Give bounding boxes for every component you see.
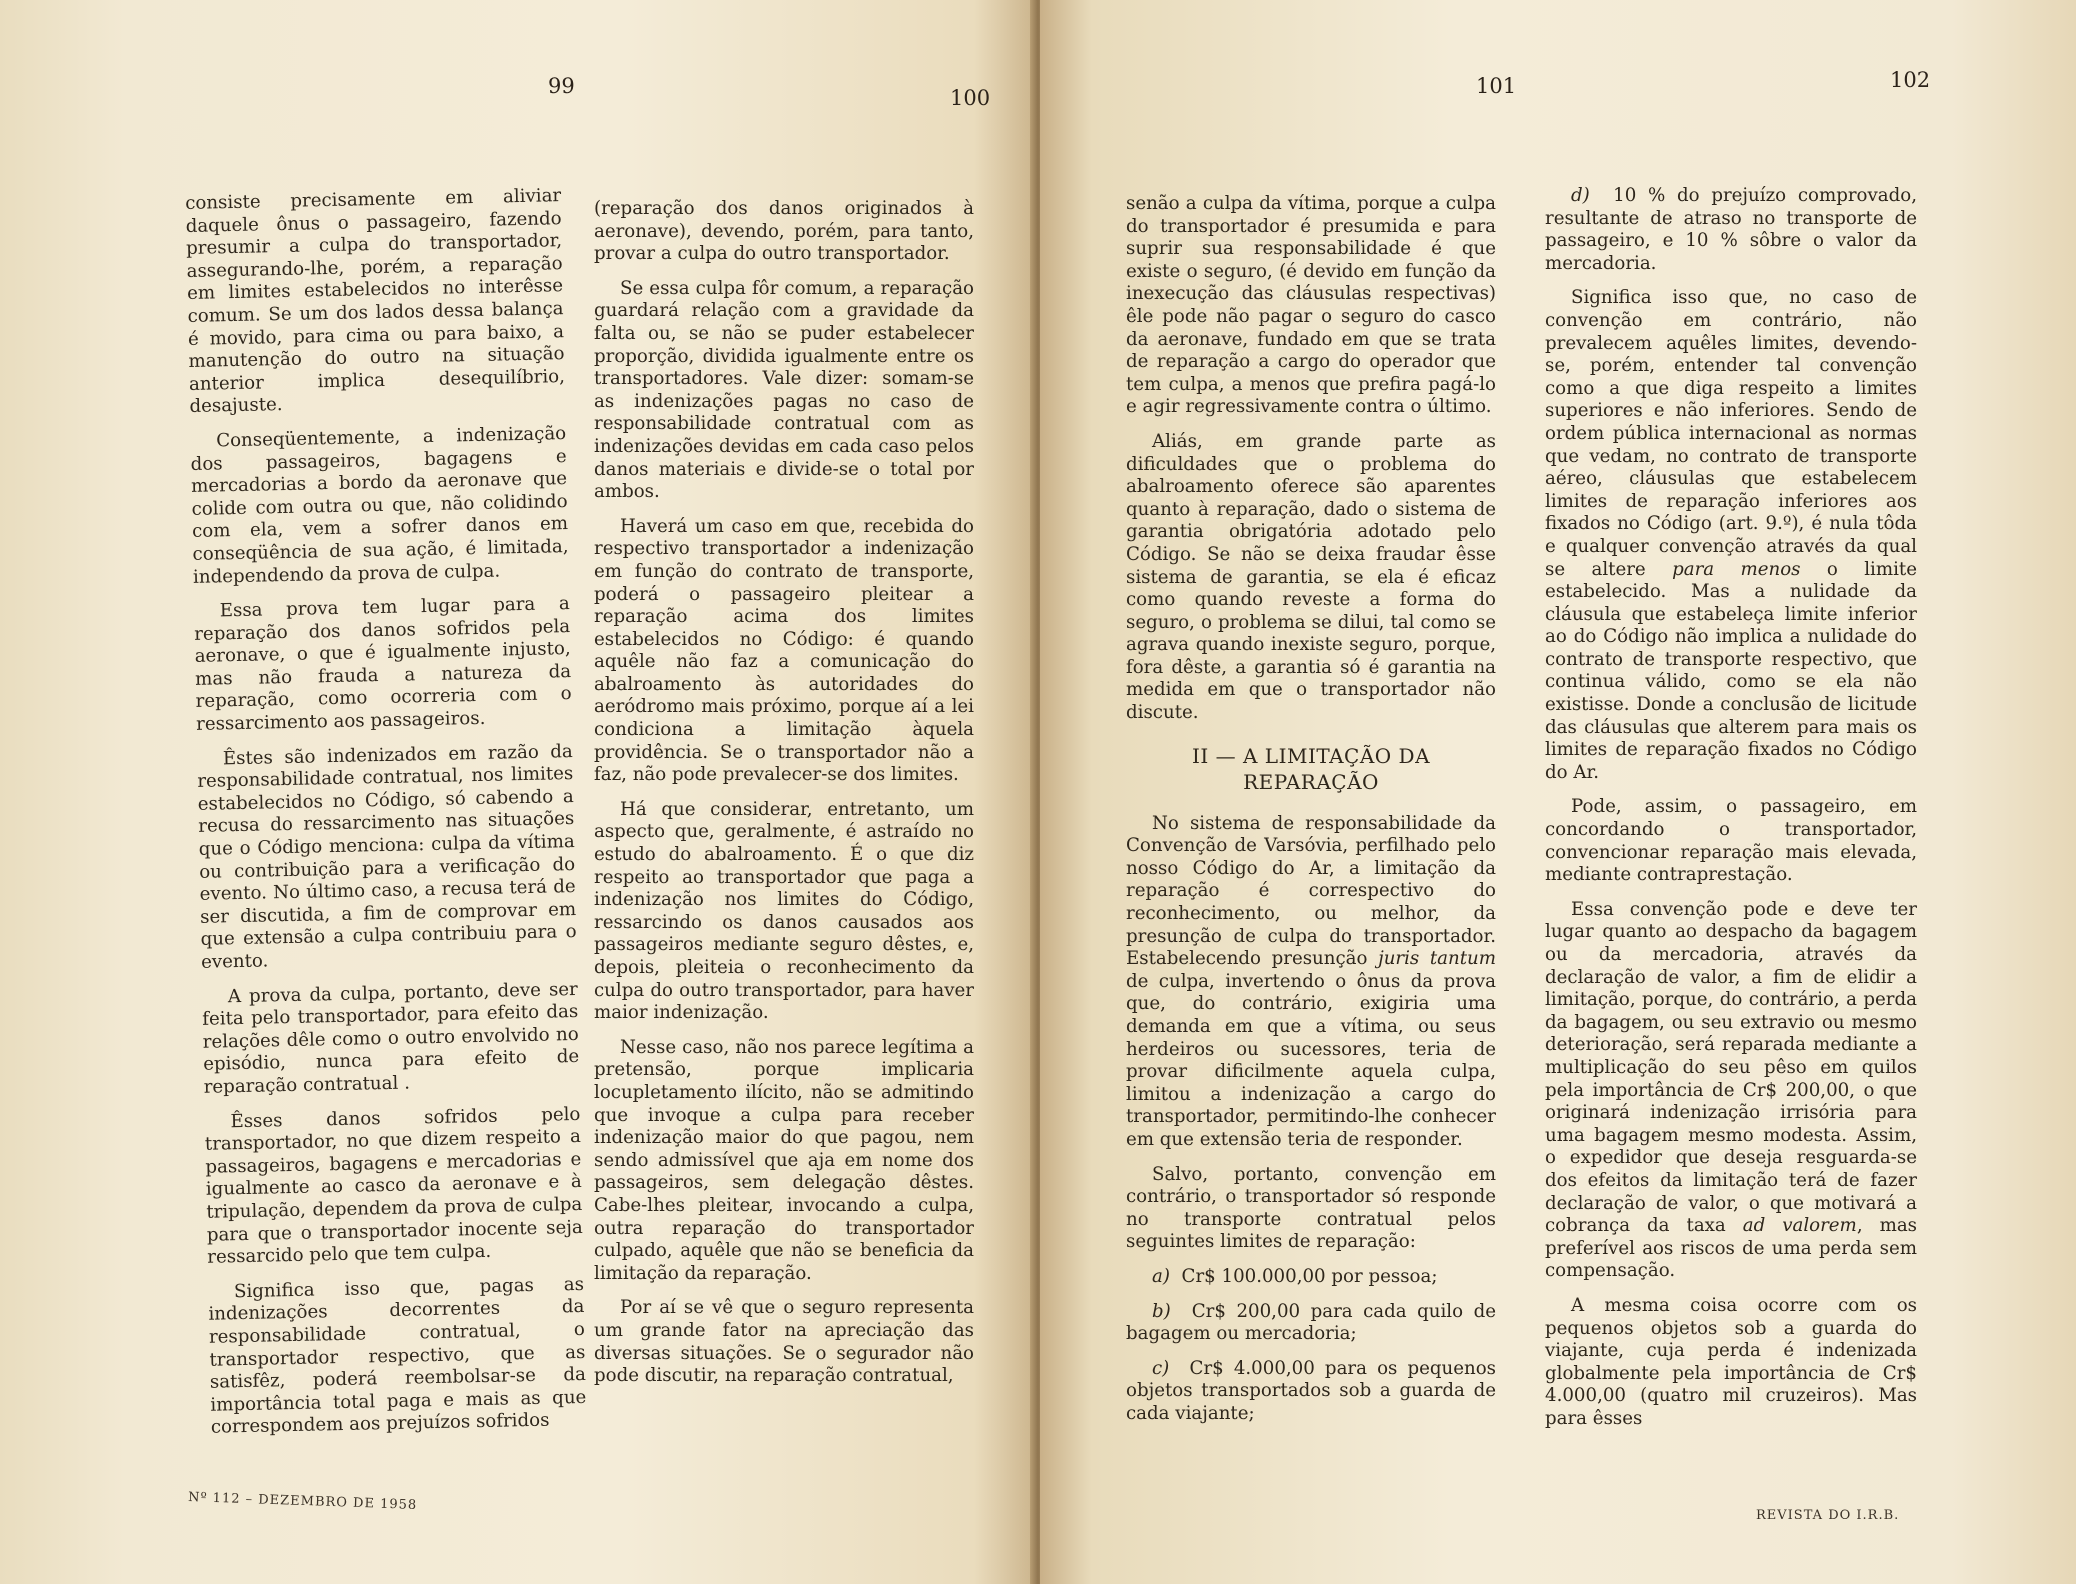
paragraph: A prova da culpa, portanto, deve ser feita pelo transportador, para efeito das relações dêle como o outro envolvido no episódio, nunca para efeito de reparação contratual . bbox=[202, 978, 580, 1098]
italic-term: ad valorem bbox=[1742, 1215, 1857, 1237]
paragraph: Por aí se vê que o seguro representa um grande fator na apreciação das diversas situações. Se o segurador não pode discutir, na reparação contratual, bbox=[594, 1297, 974, 1387]
list-item: b) Cr$ 200,00 para cada quilo de bagagem ou mercadoria; bbox=[1126, 1300, 1496, 1345]
paragraph: Essa convenção pode e deve ter lugar quanto ao despacho da bagagem ou da mercadoria, através da declaração de valor, a fim de elidir a limitação, porque, do contrário, a perda da bagagem, ou seu extravio ou mesmo deterioração, será reparada mediante a multiplicação do seu pêso em quilos pela importância de Cr$ 200,00, o que originará indenização irrisória para uma bagagem mesmo modesta. Assim, o expedidor que deseja resguarda-se dos efeitos da limitação terá de fazer declaração de valor, o que motivará a cobrança da taxa ad valorem, mas preferível aos riscos de uma perda sem compensação. bbox=[1545, 898, 1917, 1282]
left-page bbox=[0, 0, 1036, 1584]
column-page-99 bbox=[185, 185, 587, 1451]
paragraph: Salvo, portanto, convenção em contrário, o transportador só responde no transporte contratual pelos seguintes limites de reparação: bbox=[1126, 1163, 1496, 1253]
page-number-100: 100 bbox=[950, 86, 991, 110]
paragraph: Conseqüentemente, a indenização dos passageiros, bagagens e mercadorias a bordo da aeronave que colide com outra ou que, não colidindo com ela, vem a sofrer danos em conseqüência de sua ação, é limitada, independendo da prova de culpa. bbox=[190, 423, 569, 588]
paragraph: Êsses danos sofridos pelo transportador, no que dizem respeito a passageiros, bagagens e mercadorias e igualmente ao casco da aeronave e à tripulação, dependem da prova de culpa para que o transportador inocente seja ressarcido pelo que tem culpa. bbox=[204, 1103, 583, 1268]
paragraph: No sistema de responsabilidade da Convenção de Varsóvia, perfilhado pelo nosso Código do Ar, a limitação da reparação é correspectivo do reconhecimento, ou melhor, da presunção de culpa do transportador. Estabelecendo presunção juris tantum de culpa, invertendo o ônus da prova que, do contrário, exigiria uma demanda em que a vítima, ou seus herdeiros ou sucessores, teria de provar dificilmente aquela culpa, limitou a indenização a cargo do transportador, permitindo-lhe conhecer em que extensão teria de responder. bbox=[1126, 812, 1496, 1150]
paragraph: Êstes são indenizados em razão da responsabilidade contratual, nos limites estabelecidos no Código, só cabendo a recusa do ressarcimento nas situações que o Código menciona: culpa da vítima ou contribuição para a verificação do evento. No último caso, a recusa terá de ser discutida, a fim de comprovar em que extensão a culpa contribuiu para o evento. bbox=[197, 740, 577, 973]
column-page-100 bbox=[594, 198, 974, 1400]
paragraph: Nesse caso, não nos parece legítima a pretensão, porque implicaria locupletamento ilícito, não se admitindo que invoque a culpa para receber indenização maior do que pagou, nem sendo admissível que aja em nome dos passageiros, sem delegação dêstes. Cabe-lhes pleitear, invocando a culpa, outra reparação do transportador culpado, aquêle que não se beneficia da limitação da reparação. bbox=[594, 1036, 974, 1284]
list-item: c) Cr$ 4.000,00 para os pequenos objetos transportados sob a guarda de cada viajante; bbox=[1126, 1357, 1496, 1424]
paragraph: Se essa culpa fôr comum, a reparação guardará relação com a gravidade da falta ou, se não se puder estabelecer proporção, dividida igualmente entre os transportadores. Vale dizer: somam-se as indenizações pagas no caso de responsabilidade contratual com as indenizações devidas em cada caso pelos danos materiais e divide-se o total por ambos. bbox=[594, 277, 974, 503]
paragraph: Pode, assim, o passageiro, em concordando o transportador, convencionar reparação mais elevada, mediante contraprestação. bbox=[1545, 796, 1917, 886]
section-heading: II — A LIMITAÇÃO DA REPARAÇÃO bbox=[1191, 743, 1431, 794]
paragraph: Significa isso que, pagas as indenizações decorrentes da responsabilidade contratual, o transportador respectivo, que as satisfêz, poderá reembolsar-se da importância total paga e mais as que correspondem aos prejuízos sofridos bbox=[208, 1273, 587, 1439]
paragraph: Significa isso que, no caso de convenção em contrário, não prevalecem aquêles limites, devendo-se, porém, entender tal convenção como a que diga respeito a limites superiores e não inferiores. Sendo de ordem pública internacional as normas que vedam, no contrato de transporte aéreo, cláusulas que estabelecem limites de reparação inferiores aos fixados no Código (art. 9.º), é nula tôda e qualquer convenção através da qual se altere para menos o limite estabelecido. Mas a nulidade da cláusula que estabeleça limite inferior ao do Código não implica a nulidade do contrato de transporte respectivo, que continua válido, como se ela não existisse. Donde a conclusão de licitude das cláusulas que alterem para mais os limites de reparação fixados no Código do Ar. bbox=[1545, 287, 1917, 783]
paragraph: senão a culpa da vítima, porque a culpa do transportador é presumida e para suprir sua responsabilidade é que existe o seguro, (é devido em função da inexecução das cláusulas respectivas) êle pode não pagar o seguro do casco da aeronave, fundado em que se trata de reparação a cargo do operador que tem culpa, a menos que prefira pagá-lo e agir regressivamente contra o último. bbox=[1126, 193, 1496, 418]
italic-term: juris tantum bbox=[1378, 948, 1496, 970]
list-item: d) 10 % do prejuízo comprovado, resultante de atraso no transporte de passageiro, e 10 % sôbre o valor da mercadoria. bbox=[1545, 185, 1917, 274]
paragraph: A mesma coisa ocorre com os pequenos objetos sob a guarda do viajante, cuja perda é indenizada globalmente pela importância de Cr$ 4.000,00 (quatro mil cruzeiros). Mas para êsses bbox=[1545, 1294, 1917, 1429]
page-number-101: 101 bbox=[1476, 74, 1517, 98]
paragraph: (reparação dos danos originados à aeronave), devendo, porém, para tanto, provar a culpa do outro transportador. bbox=[594, 198, 974, 265]
page-number-99: 99 bbox=[548, 74, 575, 98]
paragraph: Essa prova tem lugar para a reparação dos danos sofridos pela aeronave, o que é igualmente injusto, mas não frauda a natureza da reparação, como ocorreria com o ressarcimento aos passageiros. bbox=[194, 593, 572, 735]
column-page-101 bbox=[1126, 193, 1496, 1438]
paragraph: Aliás, em grande parte as dificuldades que o problema do abalroamento oferece são aparentes quanto à reparação, dado o sistema de garantia obrigatória adotado pelo Código. Se não se deixa fraudar êsse sistema de garantia, se ela é eficaz como quando reveste a forma do seguro, o problema se dilui, tal como se agrava quando inexiste seguro, porque, fora dêste, a garantia só é garantia na medida em que o transportador não discute. bbox=[1126, 430, 1496, 724]
page-number-102: 102 bbox=[1890, 68, 1931, 92]
paragraph: Há que considerar, entretanto, um aspecto que, geralmente, é astraído no estudo do abalroamento. É o que diz respeito ao transportador que paga a indenização nos limites do Código, ressarcindo os danos causados aos passageiros mediante seguro dêstes, e, depois, pleiteia o reconhecimento da culpa do outro transportador, para haver maior indenização. bbox=[594, 798, 974, 1024]
italic-term: para menos bbox=[1672, 558, 1801, 580]
list-item: a) Cr$ 100.000,00 por pessoa; bbox=[1152, 1265, 1438, 1287]
footer-journal: REVISTA DO I.R.B. bbox=[1756, 1508, 1900, 1523]
paragraph: Haverá um caso em que, recebida do respectivo transportador a indenização em função do contrato de transporte, poderá o passageiro pleitear a reparação acima dos limites estabelecidos no Código: é quando aquêle não faz a comunicação do abalroamento às autoridades do aeródromo mais próximo, porque aí a lei condiciona a limitação àquela providência. Se o transportador não a faz, não pode prevalecer-se dos limites. bbox=[594, 515, 974, 786]
right-page bbox=[1040, 0, 2076, 1584]
column-page-102 bbox=[1545, 185, 1917, 1442]
paragraph: consiste precisamente em aliviar daquele ônus o passageiro, fazendo presumir a culpa do transportador, assegurando-lhe, porém, a reparação em limites estabelecidos no interêsse comum. Se um dos lados dessa balança é movido, para cima ou para baixo, a manutenção do outro na situação anterior implica desequilíbrio, desajuste. bbox=[185, 185, 566, 418]
footer-issue: Nº 112 – DEZEMBRO DE 1958 bbox=[187, 1490, 418, 1513]
